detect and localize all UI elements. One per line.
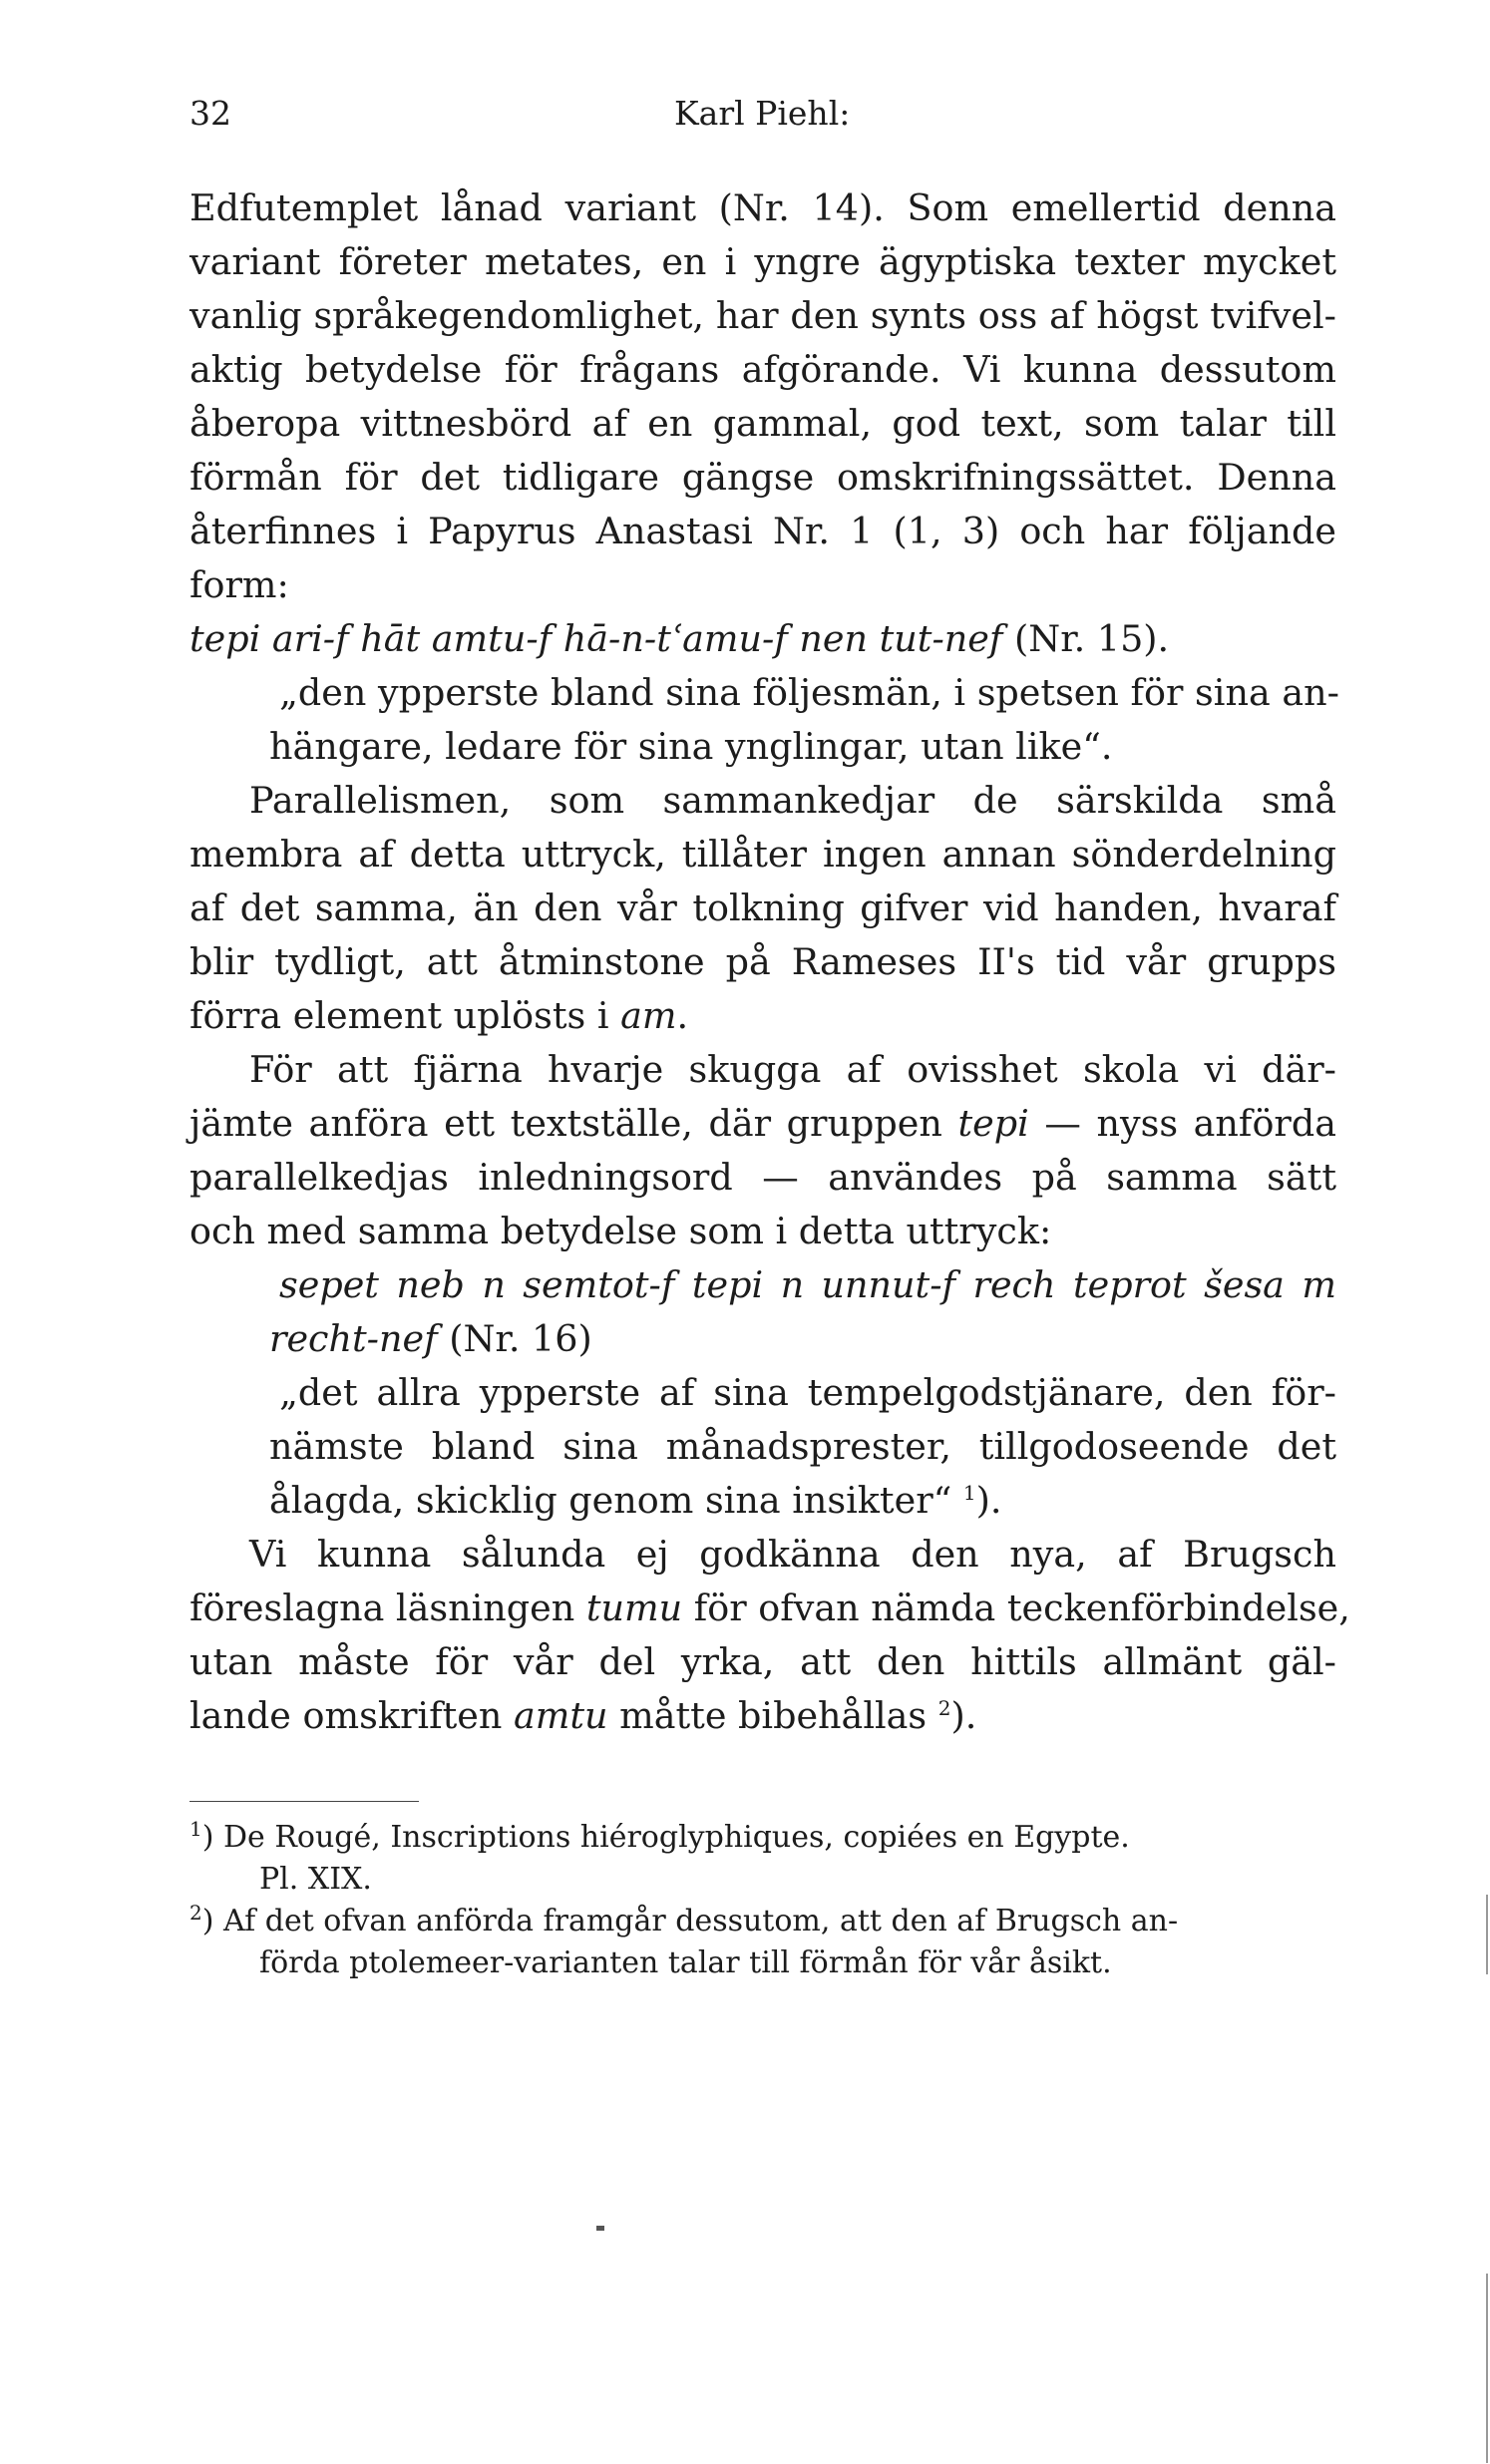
- line-text: aktig betydelse för frågans afgörande. Vi kunna dessutom: [189, 348, 1336, 391]
- line-text: blir tydligt, att åtminstone på Rameses II's tid vår grupps: [189, 940, 1336, 983]
- line-text: .: [676, 994, 689, 1037]
- line-text: (Nr. 16): [437, 1317, 592, 1360]
- line-text: hängare, ledare för sina ynglingar, utan like“.: [269, 725, 1113, 768]
- transliteration: recht-nef: [269, 1317, 438, 1360]
- page-number: 32: [189, 94, 231, 133]
- text-line: [189, 1366, 1336, 1420]
- page-edge-mark: [1486, 2274, 1488, 2463]
- line-text: ).: [975, 1479, 1002, 1522]
- text-line: [189, 612, 1336, 666]
- transliteration: tumu: [585, 1586, 683, 1629]
- line-text: nämste bland sina månadsprester, tillgodoseende det: [269, 1425, 1336, 1468]
- footnote-ref: 2: [937, 1695, 951, 1720]
- line-text: lande omskriften: [189, 1694, 514, 1737]
- body-text: [189, 181, 1350, 1743]
- line-text: (Nr. 15).: [1002, 617, 1170, 660]
- line-text: jämte anföra ett textställe, där gruppen: [189, 1102, 958, 1145]
- footnote-line: [189, 1901, 1336, 1942]
- text-line: [189, 1689, 1336, 1743]
- line-text: form:: [189, 563, 289, 606]
- text-line: [189, 1097, 1336, 1151]
- text-line: [189, 505, 1336, 558]
- footnote-ref: 1: [962, 1480, 976, 1505]
- footnote-line: [189, 1859, 1336, 1901]
- text-line: [189, 989, 1336, 1043]
- text-line: [189, 1151, 1336, 1205]
- footnote-marker: 1: [189, 1817, 202, 1841]
- line-text: förmån för det tidligare gängse omskrifningssättet. Denna: [189, 456, 1336, 499]
- text-line: [189, 451, 1336, 505]
- text-line: [189, 397, 1336, 451]
- running-title: Karl Piehl:: [674, 94, 851, 133]
- text-line: [189, 774, 1336, 828]
- text-line: [189, 1582, 1350, 1635]
- line-text: parallelkedjas inledningsord — användes på samma sätt: [189, 1156, 1336, 1199]
- text-line: [189, 720, 1336, 774]
- line-text: förra element uplösts i: [189, 994, 621, 1037]
- footnote-text: ) De Rougé, Inscriptions hiéroglyphiques, copiées en Egypte.: [201, 1820, 1130, 1855]
- text-line: [189, 881, 1336, 935]
- text-line: [189, 1258, 1336, 1312]
- line-text: „den ypperste bland sina följesmän, i spetsen för sina an-: [279, 671, 1339, 714]
- footnote-text: Pl. XIX.: [259, 1862, 372, 1897]
- transliteration: tepi ari-f hāt amtu-f hā-n-tʿamu-f nen tut-nef: [189, 617, 1003, 660]
- text-line: [189, 1205, 1336, 1258]
- line-text: föreslagna läsningen: [189, 1586, 586, 1629]
- text-line: [189, 1420, 1336, 1474]
- line-text: återfinnes i Papyrus Anastasi Nr. 1 (1, 3) och har följande: [189, 510, 1336, 552]
- line-text: vanlig språkegendomlighet, har den synts oss af högst tvifvel-: [189, 294, 1336, 337]
- line-text: ).: [950, 1694, 977, 1737]
- line-text: åberopa vittnesbörd af en gammal, god text, som talar till: [189, 402, 1336, 445]
- footnote-rule: [189, 1801, 419, 1802]
- line-text: ålagda, skicklig genom sina insikter“: [269, 1479, 963, 1522]
- line-text: måtte bibehållas: [607, 1694, 938, 1737]
- line-text: — nyss anförda: [1028, 1102, 1336, 1145]
- text-line: [189, 1474, 1336, 1528]
- text-line: [189, 1528, 1336, 1582]
- line-text: variant företer metates, en i yngre ägyptiska texter mycket: [189, 240, 1336, 283]
- text-line: [189, 558, 1336, 612]
- text-line: [189, 666, 1339, 720]
- line-text: För att fjärna hvarje skugga af ovisshet skola vi där-: [249, 1048, 1336, 1091]
- footnote-text: ) Af det ofvan anförda framgår dessutom, att den af Brugsch an-: [201, 1904, 1179, 1938]
- text-line: [189, 1635, 1336, 1689]
- transliteration: sepet neb n semtot-f tepi n unnut-f rech teprot šesa m: [279, 1263, 1336, 1306]
- page-edge-mark: [1486, 1895, 1488, 1974]
- footnote-line: [189, 1817, 1336, 1859]
- line-text: utan måste för vår del yrka, att den hittils allmänt gäl-: [189, 1640, 1336, 1683]
- footnote-marker: 2: [189, 1901, 202, 1925]
- ink-speck: [596, 2226, 604, 2231]
- text-line: [189, 181, 1336, 235]
- footnote-text: förda ptolemeer-varianten talar till förmån för vår åsikt.: [259, 1945, 1112, 1980]
- text-line: [189, 1312, 1336, 1366]
- text-line: [189, 235, 1336, 289]
- transliteration: amtu: [513, 1694, 608, 1737]
- transliteration: am: [620, 994, 677, 1037]
- line-text: Edfutemplet lånad variant (Nr. 14). Som emellertid denna: [189, 186, 1336, 229]
- text-line: [189, 343, 1336, 397]
- transliteration: tepi: [957, 1102, 1029, 1145]
- page-header: [189, 94, 1336, 134]
- line-text: Parallelismen, som sammankedjar de särskilda små: [249, 779, 1336, 822]
- text-line: [189, 935, 1336, 989]
- line-text: och med samma betydelse som i detta uttryck:: [189, 1210, 1052, 1252]
- footnotes: [189, 1817, 1336, 1984]
- line-text: membra af detta uttryck, tillåter ingen annan sönderdelning: [189, 833, 1336, 876]
- footnote-line: [189, 1942, 1336, 1984]
- line-text: af det samma, än den vår tolkning gifver vid handen, hvaraf: [189, 886, 1336, 929]
- line-text: „det allra ypperste af sina tempelgodstjänare, den för-: [279, 1371, 1336, 1414]
- text-line: [189, 289, 1336, 343]
- text-line: [189, 828, 1336, 881]
- text-line: [189, 1043, 1336, 1097]
- line-text: Vi kunna sålunda ej godkänna den nya, af Brugsch: [249, 1533, 1336, 1576]
- line-text: för ofvan nämda teckenförbindelse,: [682, 1586, 1350, 1629]
